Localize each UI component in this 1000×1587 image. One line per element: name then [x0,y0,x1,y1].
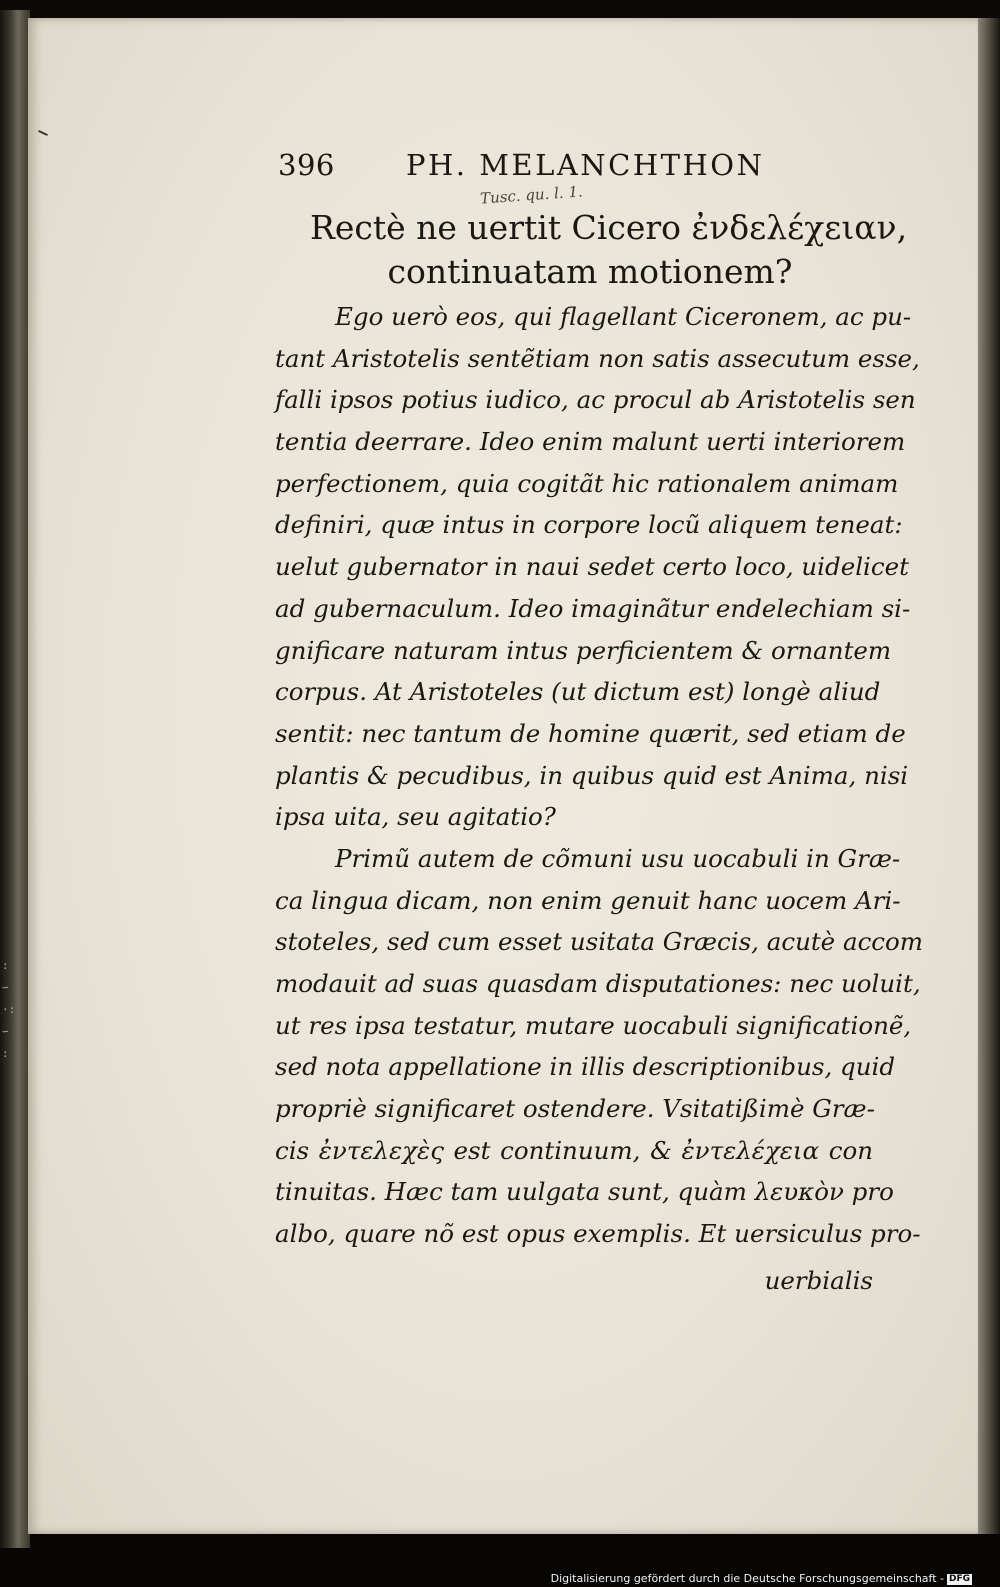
text-line: ut res ipsa testatur, mutare uocabuli significationẽ, [275,1010,912,1040]
text-line: plantis & pecudibus, in quibus quid est Anima, nisi [275,760,909,790]
text-line: sed nota appellatione in illis descriptionibus, quid [275,1052,896,1082]
text-line: Ego uerò eos, qui flagellant Ciceronem, ac pu- [335,302,912,331]
text-line: corpus. At Aristoteles (ut dictum est) longè aliud [275,677,881,707]
text-line: gnificare naturam intus perficientem & ornantem [275,635,892,665]
text-line: ipsa uita, seu agitatio? [275,802,556,832]
text-line: modauit ad suas quasdam disputationes: nec uoluit, [275,969,921,998]
digitization-credit [551,1572,972,1585]
section-heading [310,206,908,294]
text-line: tant Aristotelis sentẽtiam non satis assecutum esse, [275,343,920,373]
body-text [275,296,924,1255]
text-line: tinuitas. Hæc tam uulgata sunt, quàm λευκὸν pro [275,1177,894,1207]
text-line: ca lingua dicam, non enim genuit hanc uocem Ari- [275,885,901,915]
text-line: tentia deerrare. Ideo enim malunt uerti interiorem [275,427,906,457]
text-line: falli ipsos potius iudico, ac procul ab Aristotelis sen [275,385,916,415]
catchword: uerbialis [764,1266,873,1295]
running-head: PH. MELANCHTHON [406,148,765,182]
text-line: Primũ autem de cõmuni usu uocabuli in Græ- [335,843,901,873]
text-line: uelut gubernator in naui sedet certo loco, uidelicet [275,552,909,582]
book-spine-edge [0,10,30,1550]
text-line: albo, quare nõ est opus exemplis. Et uersiculus pro- [275,1219,921,1249]
text-line: sentit: nec tantum de homine quærit, sed etiam de [275,718,906,748]
credit-text: Digitalisierung gefördert durch die Deutsche Forschungsgemeinschaft - [550,1572,944,1585]
adjacent-page-marks: : ∽ ·: ∽ : [2,959,16,1060]
page-right-shadow [978,18,1000,1534]
dfg-logo: DFG [948,1574,970,1584]
page-header [278,148,838,188]
text-line: perfectionem, quia cogitãt hic rationalem animam [275,468,899,498]
text-line: propriè significaret ostendere. Vsitatißimè Græ- [275,1094,875,1124]
text-line: ad gubernaculum. Ideo imaginãtur endelechiam si- [275,593,911,623]
handwritten-marginal-note: Tusc. qu. l. 1. [479,182,584,208]
heading-line: Rectè ne uertit Cicero ἐνδελέχειαν, [310,208,908,247]
text-line: stoteles, sed cum esset usitata Græcis, acutè accom [275,927,924,957]
page-number: 396 [278,148,335,182]
heading-line: continuatam motionem? [387,252,793,291]
text-line: cis ἐντελεχὲς est continuum, & ἐντελέχεια con [275,1135,873,1165]
text-line: definiri, quæ intus in corpore locũ aliquem teneat: [275,510,903,540]
